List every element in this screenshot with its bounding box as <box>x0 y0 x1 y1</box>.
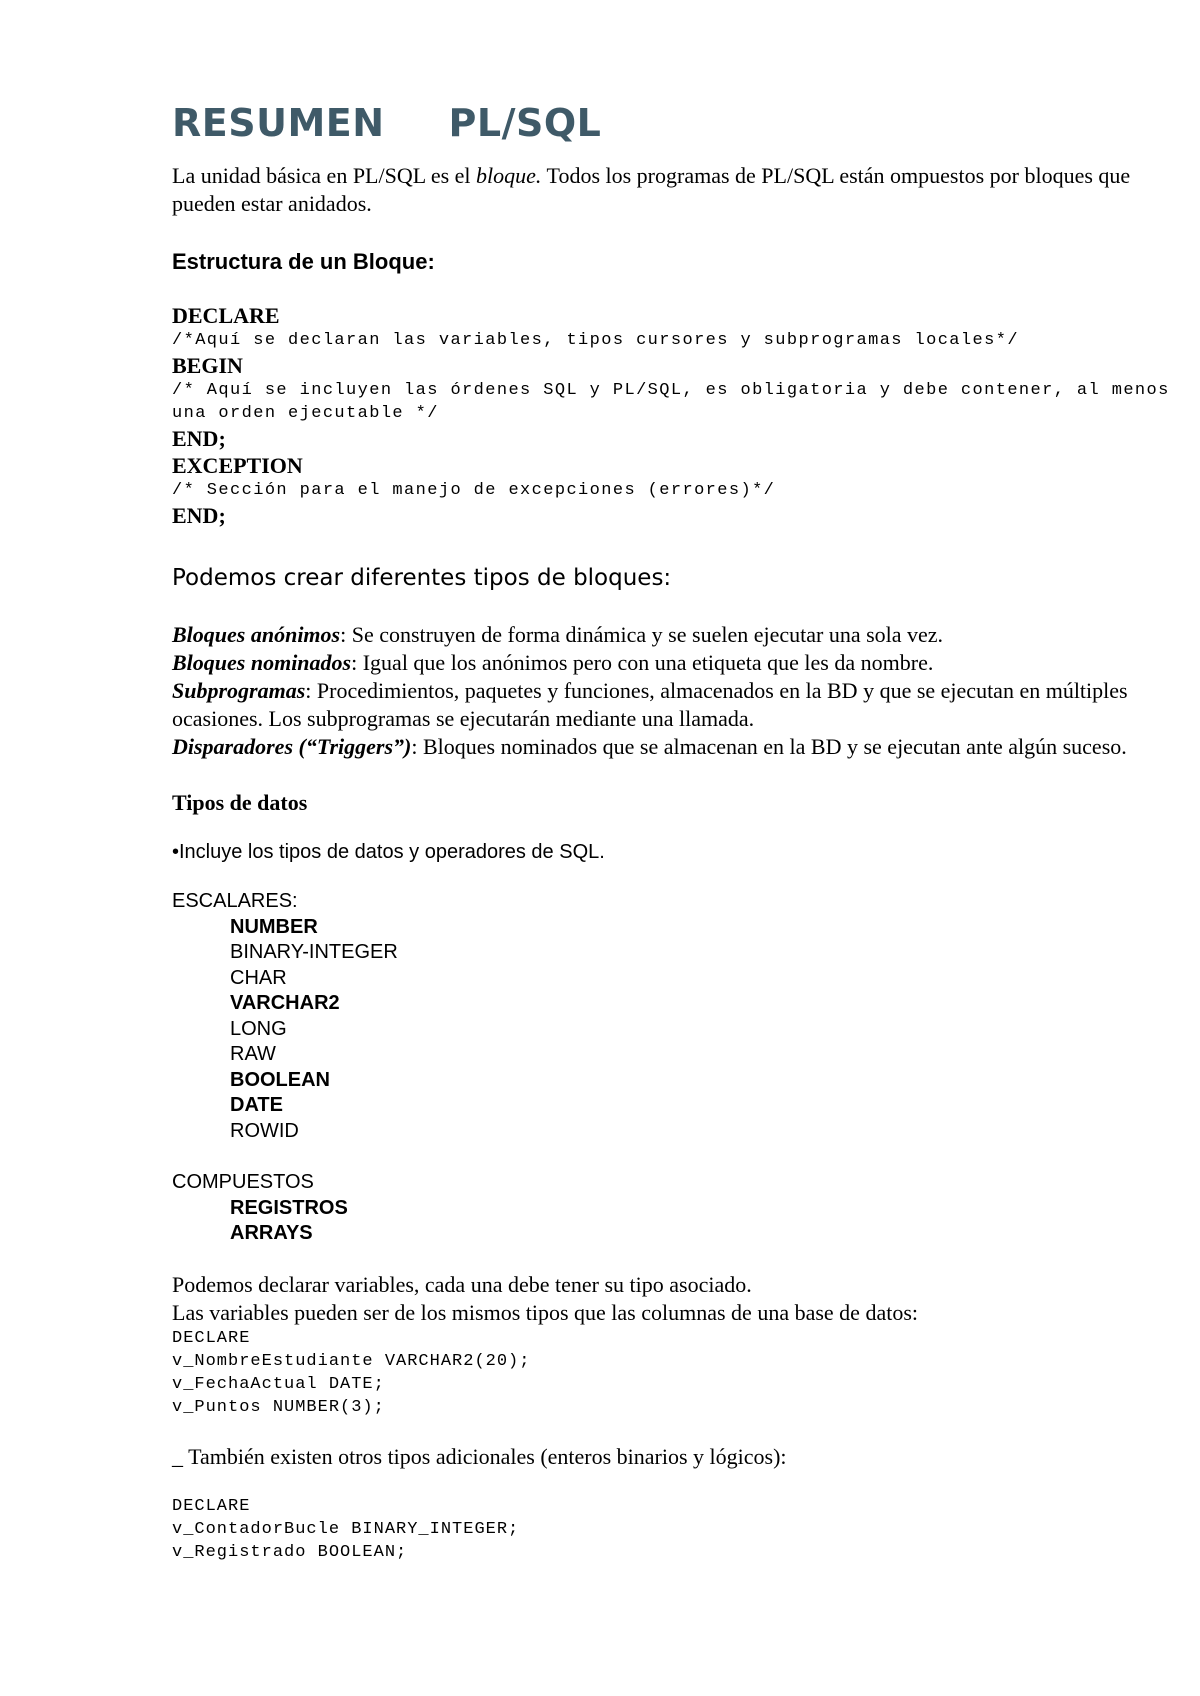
structure-heading: Estructura de un Bloque: <box>172 249 435 274</box>
exception-comment: /* Sección para el manejo de excepciones (errores)*/ <box>172 481 776 500</box>
variables-code-line: DECLARE <box>172 1328 251 1348</box>
data-types-heading: Tipos de datos <box>172 790 308 815</box>
additional-code-line: v_Registrado BOOLEAN; <box>172 1542 408 1562</box>
block-types-heading: Podemos crear diferentes tipos de bloques: <box>172 565 672 591</box>
intro-paragraph <box>172 162 1172 218</box>
scalar-type-item: VARCHAR2 <box>230 992 340 1014</box>
page-title <box>172 100 1172 146</box>
declare-keyword: DECLARE <box>172 303 280 328</box>
composite-type-item: ARRAYS <box>230 1222 313 1244</box>
variables-line-2: Las variables pueden ser de los mismos tipos que las columnas de una base de datos: <box>172 1299 918 1325</box>
declare-comment: /*Aquí se declaran las variables, tipos cursores y subprogramas locales*/ <box>172 331 1019 350</box>
composite-types-list <box>172 1196 1172 1247</box>
variables-code-line: v_FechaActual DATE; <box>172 1374 385 1394</box>
end-keyword-2: END; <box>172 503 226 528</box>
block-type-item <box>172 677 1172 733</box>
composite-types-label: COMPUESTOS <box>172 1171 314 1193</box>
document-page <box>172 100 1172 1564</box>
block-type-description: : Procedimientos, paquetes y funciones, almacenados en la BD y que se ejecutan en múltiples ocasiones. Los subprogramas se ejecutarán mediante una llamada. <box>172 678 1128 731</box>
block-type-term: Disparadores (“Triggers”) <box>172 734 412 759</box>
block-structure <box>172 302 1172 529</box>
scalar-type-item: LONG <box>230 1017 287 1040</box>
title-part-1: RESUMEN <box>172 101 385 145</box>
composite-type-item: REGISTROS <box>230 1196 348 1219</box>
block-type-term: Subprogramas <box>172 678 306 703</box>
scalar-type-item: DATE <box>230 1094 283 1116</box>
block-type-term: Bloques anónimos <box>172 622 341 647</box>
additional-code <box>172 1495 1172 1564</box>
scalar-type-item: NUMBER <box>230 915 318 938</box>
block-type-description: : Bloques nominados que se almacenan en la BD y se ejecutan ante algún suceso. <box>411 734 1127 759</box>
block-type-description: : Se construyen de forma dinámica y se suelen ejecutar una sola vez. <box>340 622 944 647</box>
variables-line-1: Podemos declarar variables, cada una debe tener su tipo asociado. <box>172 1271 752 1297</box>
block-type-item <box>172 733 1172 761</box>
scalar-types <box>172 889 1172 1144</box>
intro-text-end: Todos los programas de PL/SQL están ompuestos por bloques que pueden estar anidados. <box>172 163 1131 216</box>
begin-keyword: BEGIN <box>172 353 243 378</box>
title-part-2: PL/SQL <box>448 101 602 145</box>
scalar-type-item: CHAR <box>230 966 287 989</box>
variables-section <box>172 1271 1172 1419</box>
variables-code-line: v_Puntos NUMBER(3); <box>172 1397 385 1417</box>
intro-text-start: La unidad básica en PL/SQL es el <box>172 163 477 188</box>
scalar-type-item: BOOLEAN <box>230 1068 330 1091</box>
block-types-list <box>172 621 1172 761</box>
scalar-type-item: ROWID <box>230 1119 299 1142</box>
additional-code-line: DECLARE <box>172 1496 251 1516</box>
block-type-item <box>172 649 1172 677</box>
additional-code-line: v_ContadorBucle BINARY_INTEGER; <box>172 1519 520 1539</box>
scalar-types-list <box>172 915 1172 1145</box>
scalar-type-item: RAW <box>230 1043 276 1065</box>
additional-types-line: _ También existen otros tipos adicionales (enteros binarios y lógicos): <box>172 1443 787 1469</box>
end-keyword-1: END; <box>172 426 226 451</box>
block-type-item <box>172 621 1172 649</box>
begin-comment: /* Aquí se incluyen las órdenes SQL y PL/SQL, es obligatoria y debe contener, al menos una orden ejecutable */ <box>172 381 1170 423</box>
block-type-description: : Igual que los anónimos pero con una etiqueta que les da nombre. <box>351 650 934 675</box>
exception-keyword: EXCEPTION <box>172 453 303 478</box>
intro-emphasis: bloque. <box>476 163 542 188</box>
variables-code-line: v_NombreEstudiante VARCHAR2(20); <box>172 1351 531 1371</box>
scalar-type-item: BINARY-INTEGER <box>230 941 398 963</box>
block-type-term: Bloques nominados <box>172 650 352 675</box>
composite-types <box>172 1170 1172 1247</box>
data-types-bullet: •Incluye los tipos de datos y operadores de SQL. <box>172 841 605 863</box>
scalar-types-label: ESCALARES: <box>172 890 298 912</box>
